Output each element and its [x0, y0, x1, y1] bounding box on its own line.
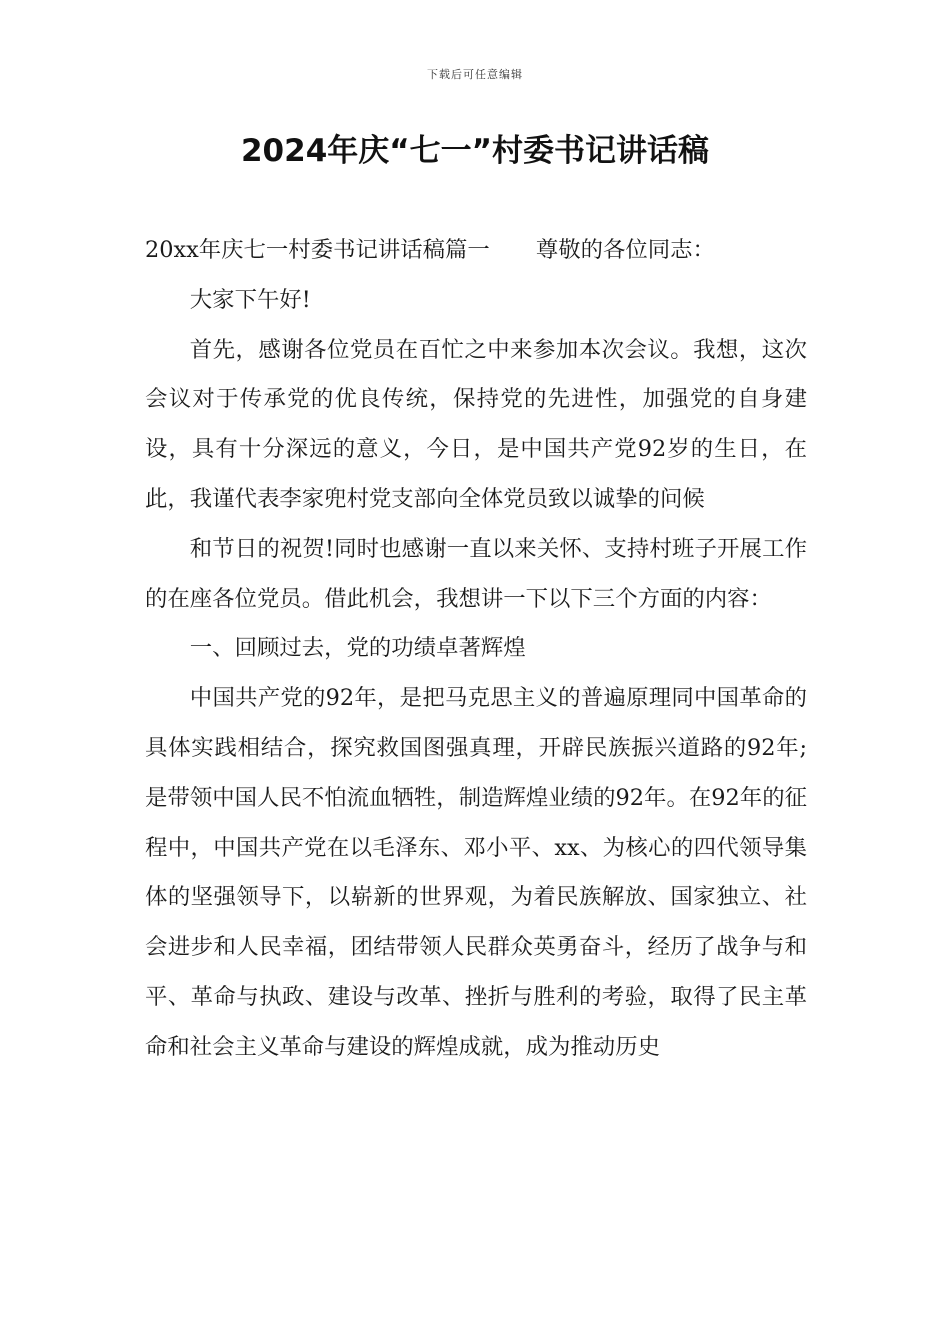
intro-heading: 20xx年庆七一村委书记讲话稿篇一 — [145, 237, 490, 263]
paragraph-festival: 和节日的祝贺!同时也感谢一直以来关怀、支持村班子开展工作的在座各位党员。借此机会，我想讲一下以下三个方面的内容： — [145, 535, 807, 612]
paragraph-thanks: 首先，感谢各位党员在百忙之中来参加本次会议。我想，这次会议对于传承党的优良传统，保持党的先进性，加强党的自身建设，具有十分深远的意义，今日，是中国共产党92岁的生日，在此，我谨代表李家兜村党支部向全体党员致以诚挚的问候 — [145, 336, 807, 512]
download-note: 下载后可任意编辑 — [427, 68, 523, 81]
section-heading-one: 一、回顾过去，党的功绩卓著辉煌 — [189, 635, 526, 662]
paragraph-greeting: 大家下午好! — [189, 286, 311, 313]
paragraph-history: 中国共产党的92年，是把马克思主义的普遍原理同中国革命的具体实践相结合，探究救国图强真理，开辟民族振兴道路的92年;是带领中国人民不怕流血牺牲，制造辉煌业绩的92年。在92年的征程中，中国共产党在以毛泽东、邓小平、xx、为核心的四代领导集体的坚强领导下，以崭新的世界观，为着民族解放、国家独立、社会进步和人民幸福，团结带领人民群众英勇奋斗，经历了战争与和平、革命与执政、建设与改革、挫折与胜利的考验，取得了民主革命和社会主义革命与建设的辉煌成就，成为推动历史 — [145, 685, 807, 1060]
document-body — [145, 226, 807, 1073]
document-title: 2024年庆“七一”村委书记讲话稿 — [240, 133, 710, 169]
salutation: 尊敬的各位同志： — [535, 237, 715, 263]
intro-line — [145, 226, 807, 276]
